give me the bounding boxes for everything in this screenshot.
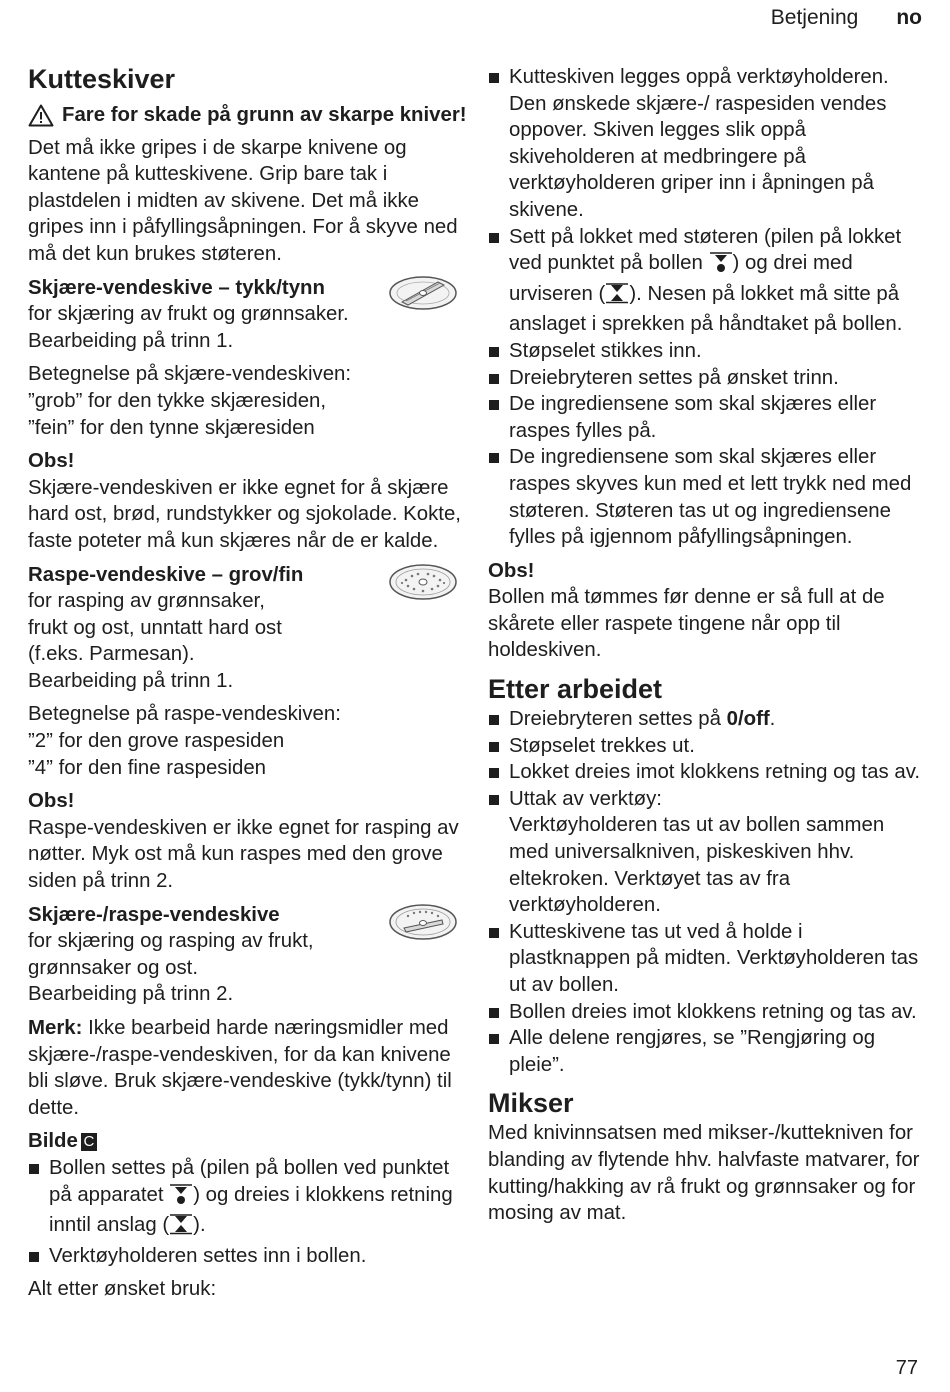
- disc3-setting: Bearbeiding på trinn 2.: [28, 983, 234, 1006]
- arrow-lock-symbol-icon: [169, 1213, 193, 1243]
- disc2-setting: Bearbeiding på trinn 1.: [28, 669, 234, 692]
- disc2-coarse: ”2” for den grove raspesiden: [28, 730, 285, 753]
- arrow-dot-symbol-icon: [709, 251, 733, 281]
- arrow-lock-symbol-icon: [605, 282, 629, 312]
- slicing-disc-icon: [388, 275, 458, 311]
- disc2-fine: ”4” for den fine raspesiden: [28, 756, 267, 779]
- figure-label: Bilde: [28, 1130, 78, 1153]
- list-item: De ingrediensene som skal skjæres eller raspes fylles på.: [488, 391, 928, 444]
- list-item: Støpselet stikkes inn.: [488, 338, 928, 365]
- note-label: Merk:: [28, 1017, 83, 1039]
- page-header: [771, 6, 922, 30]
- kutteskiver-heading: Kutteskiver: [28, 64, 176, 94]
- obs2-label: Obs!: [28, 790, 75, 813]
- warning-title: Fare for skade på grunn av skarpe kniver!: [62, 104, 467, 126]
- list-item: Alle delene rengjøres, se ”Rengjøring og pleie”.: [488, 1025, 928, 1078]
- figure-letter-badge: C: [81, 1133, 97, 1151]
- disc2-block: [28, 562, 468, 695]
- disc2-use-2: frukt og ost, unntatt hard ost: [28, 616, 282, 639]
- disc1-fein: ”fein” for den tynne skjæresiden: [28, 416, 315, 439]
- list-item: Dreiebryteren settes på 0/off.: [488, 706, 928, 733]
- disc2-designation: Betegnelse på raspe-vendeskiven:: [28, 703, 341, 726]
- disc1-setting: Bearbeiding på trinn 1.: [28, 329, 234, 352]
- grating-disc-icon: [388, 562, 458, 602]
- disc1-block: [28, 275, 468, 355]
- disc3-title: Skjære-/raspe-vendeskive: [28, 903, 280, 926]
- language-code: no: [896, 6, 922, 29]
- disc2-use-3: (f.eks. Parmesan).: [28, 643, 195, 666]
- list-item: Sett på lokket med støteren (pilen på lokket ved punktet på bollen ) og drei med urviseren ( ). Nesen på lokket må sitte på anslaget i sprekken på håndtaket på bollen.: [488, 224, 928, 338]
- obs2-text: Raspe-vendeskiven er ikke egnet for rasping av nøtter. Myk ost må kun raspes med den grove siden på trinn 2.: [28, 816, 459, 893]
- list-item: Støpselet trekkes ut.: [488, 733, 928, 760]
- list-item: Bollen dreies imot klokkens retning og tas av.: [488, 999, 928, 1026]
- after-work-heading: Etter arbeidet: [488, 674, 663, 705]
- disc2-use-1: for rasping av grønnsaker,: [28, 590, 265, 613]
- page-number: 77: [895, 1357, 918, 1379]
- obs1-label: Obs!: [28, 450, 75, 473]
- disc1-designation: Betegnelse på skjære-vendeskiven:: [28, 363, 352, 386]
- left-bullet-list: [28, 1155, 468, 1269]
- warning-triangle-icon: [28, 102, 56, 135]
- obs3-text: Bollen må tømmes før denne er så full at de skårete eller raspete tingene når opp til holdeskiven.: [488, 586, 885, 662]
- left-column: [28, 62, 468, 1310]
- section-name: Betjening: [770, 6, 859, 29]
- disc1-title: Skjære-vendeskive – tykk/tynn: [28, 276, 325, 299]
- list-item: Lokket dreies imot klokkens retning og tas av.: [488, 759, 928, 786]
- disc1-grob: ”grob” for den tykke skjæresiden,: [28, 389, 327, 412]
- disc1-use: for skjæring av frukt og grønnsaker.: [28, 303, 349, 326]
- list-item: Verktøyholderen settes inn i bollen.: [28, 1243, 468, 1270]
- closing-text: Alt etter ønsket bruk:: [28, 1278, 217, 1301]
- right-bullet-list: [488, 64, 928, 551]
- disc2-title: Raspe-vendeskive – grov/fin: [28, 563, 304, 586]
- mixer-heading: Mikser: [488, 1088, 574, 1119]
- list-item: De ingrediensene som skal skjæres eller raspes skyves kun med et lett trykk ned med støteren. Støteren tas ut og ingrediensene fylles på igjennom påfyllingsåpningen.: [488, 444, 928, 550]
- right-column: [488, 64, 928, 1234]
- obs1-text: Skjære-vendeskiven er ikke egnet for å skjære hard ost, brød, rundstykker og sjokolade. Kokte, faste poteter må kun skjæres når de er kalde.: [28, 476, 461, 552]
- arrow-dot-symbol-icon: [169, 1183, 193, 1213]
- off-setting: 0/off: [726, 708, 770, 731]
- mixer-text: Med knivinnsatsen med mikser-/kuttekniven for blanding av flytende hhv. halvfaste matvarer, for kutting/hakking av rå frukt og grønnsaker og for mosing av mat.: [488, 1122, 920, 1225]
- list-item: Bollen settes på (pilen på bollen ved punktet på apparatet ) og dreies i klokkens retning inntil anslag ( ).: [28, 1155, 468, 1243]
- warning-text: Det må ikke gripes i de skarpe knivene og kantene på kutteskivene. Grip bare tak i plastdelen i midten av skivene. Det må ikke gripes inn i påfyllingsåpningen. For å skyve ned må det kun brukes støteren.: [28, 136, 458, 265]
- list-item: Kutteskivene tas ut ved å holde i plastknappen på midten. Verktøyholderen tas ut av bollen.: [488, 919, 928, 999]
- list-item: Uttak av verktøy: Verktøyholderen tas ut av bollen sammen med universalkniven, piskeskiven hhv. eltekroken. Verktøyet tas av fra verktøyholderen.: [488, 786, 928, 919]
- disc3-block: [28, 902, 468, 1008]
- note-text: Ikke bearbeid harde næringsmidler med skjære-/raspe-vendeskiven, for da kan knivene bli sløve. Bruk skjære-vendeskive (tykk/tynn) til dette.: [28, 1017, 452, 1119]
- disc3-use-1: for skjæring og rasping av frukt,: [28, 930, 314, 953]
- disc3-use-2: grønnsaker og ost.: [28, 956, 199, 979]
- list-item: Kutteskiven legges oppå verktøyholderen. Den ønskede skjære-/ raspesiden vendes oppover. Skiven legges slik oppå skiveholderen at medbringere på verktøyholderen griper inn i åpningen på skivene.: [488, 64, 928, 224]
- note-paragraph: [28, 1015, 468, 1121]
- list-item: Dreiebryteren settes på ønsket trinn.: [488, 365, 928, 392]
- obs3-label: Obs!: [488, 559, 535, 582]
- slicing-grating-disc-icon: [388, 902, 458, 942]
- after-work-list: [488, 706, 928, 1078]
- warning-block: [28, 102, 468, 135]
